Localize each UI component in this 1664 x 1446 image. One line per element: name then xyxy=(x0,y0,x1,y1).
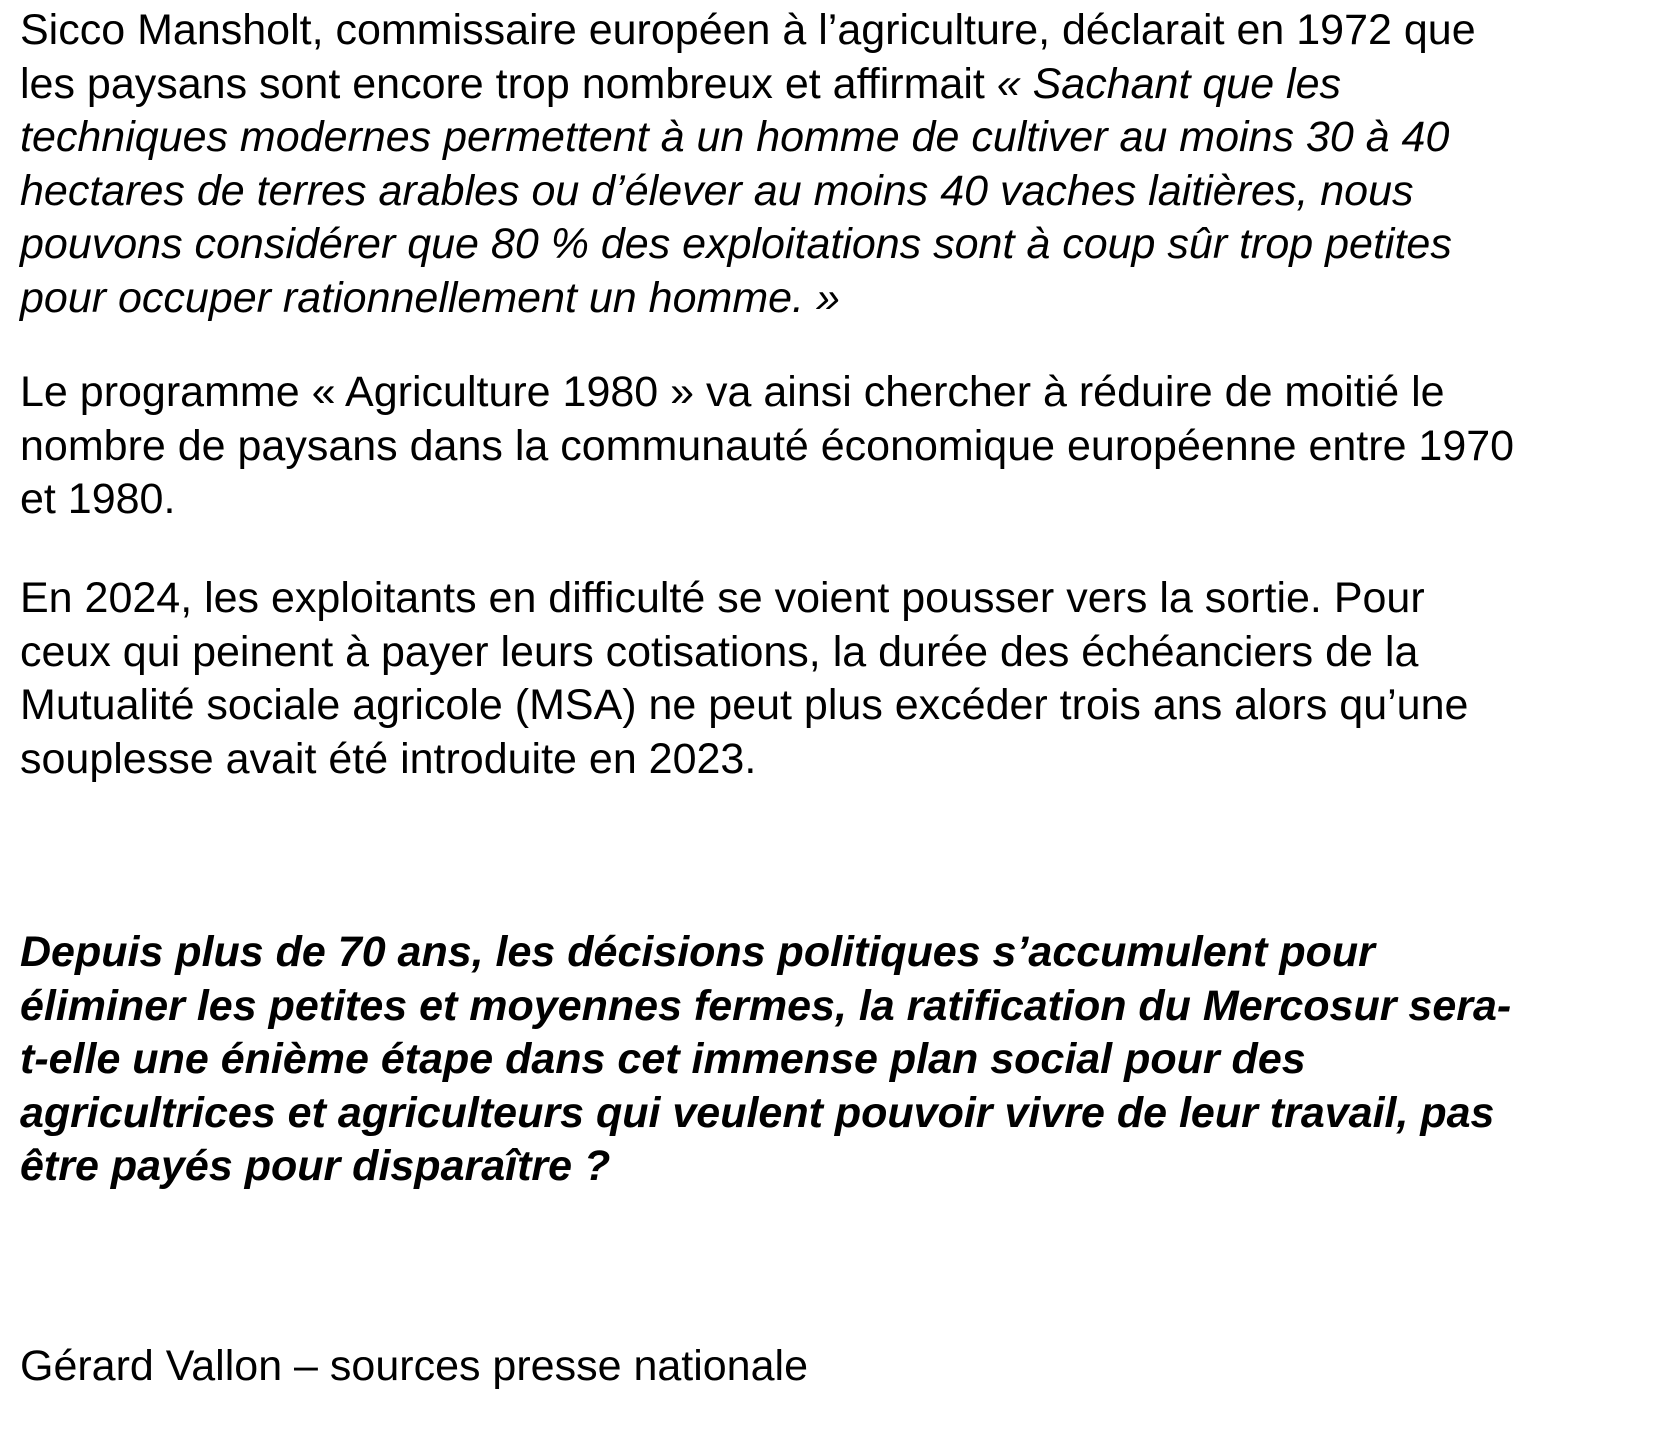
text-line: Depuis plus de 70 ans, les décisions politiques s’accumulent pour xyxy=(20,928,1375,976)
quote-segment: « Sachant que les xyxy=(996,59,1342,108)
paragraph-2024-msa xyxy=(20,572,1640,786)
quote-line: hectares de terres arables ou d’élever au moins 40 vaches laitières, nous xyxy=(20,166,1414,215)
text-line: ceux qui peinent à payer leurs cotisations, la durée des échéanciers de la xyxy=(20,627,1419,676)
text-line: souplesse avait été introduite en 2023. xyxy=(20,734,757,783)
text-line: agricultrices et agriculteurs qui veulent pouvoir vivre de leur travail, pas xyxy=(20,1088,1495,1137)
text-line xyxy=(20,58,1640,112)
text-line: Le programme « Agriculture 1980 » va ainsi chercher à réduire de moitié le xyxy=(20,368,1445,416)
quote-line: pour occuper rationnellement un homme. » xyxy=(20,273,840,322)
text-line: Mutualité sociale agricole (MSA) ne peut plus excéder trois ans alors qu’une xyxy=(20,681,1469,729)
signature: Gérard Vallon – sources presse nationale xyxy=(20,1342,808,1390)
text-line: et 1980. xyxy=(20,475,176,523)
paragraph-conclusion-question xyxy=(20,926,1650,1194)
text-line: Sicco Mansholt, commissaire européen à l’agriculture, déclarait en 1972 que xyxy=(20,6,1476,54)
text-line: être payés pour disparaître ? xyxy=(20,1142,611,1190)
quote-line: pouvons considérer que 80 % des exploitations sont à coup sûr trop petites xyxy=(20,220,1452,268)
text-line: éliminer les petites et moyennes fermes, la ratification du Mercosur sera- xyxy=(20,981,1512,1030)
paragraph-agriculture-1980 xyxy=(20,366,1650,527)
text-line: En 2024, les exploitants en difficulté se voient pousser vers la sortie. Pour xyxy=(20,574,1425,622)
text-segment: les paysans sont encore trop nombreux et affirmait xyxy=(20,59,997,108)
quote-line: techniques modernes permettent à un homme de cultiver au moins 30 à 40 xyxy=(20,113,1450,161)
paragraph-mansholt-quote xyxy=(20,4,1640,325)
text-line: t-elle une énième étape dans cet immense plan social pour des xyxy=(20,1035,1306,1083)
text-line: nombre de paysans dans la communauté économique européenne entre 1970 xyxy=(20,421,1515,470)
